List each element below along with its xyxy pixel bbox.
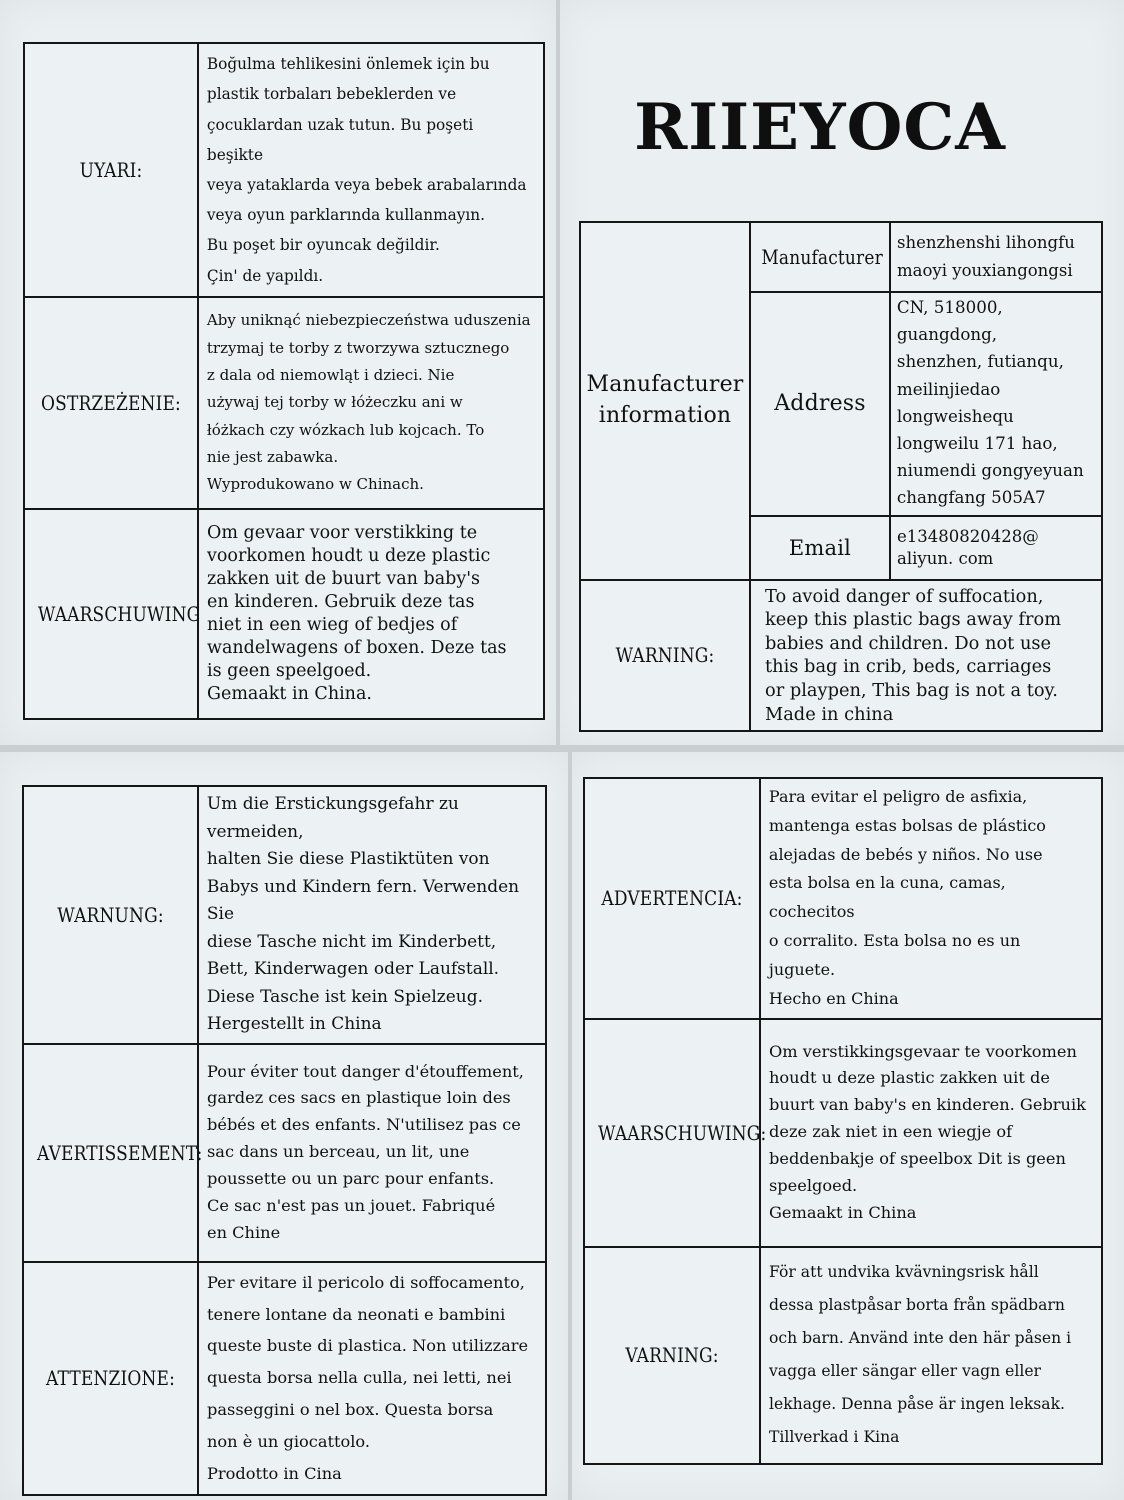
manufacturer-table [579, 221, 1103, 732]
label-cell: WAARSCHUWING [37, 509, 185, 719]
table-row [24, 509, 544, 719]
email-label: Email [750, 516, 890, 580]
table-row [24, 43, 544, 297]
table-row [23, 1262, 546, 1495]
warning-text: To avoid danger of suffocation, keep this plastic bags away from babies and children. Do not use this bag in crib, beds, carriages or playpen, This bag is not a toy. Made in china [765, 585, 1062, 725]
table-row [580, 222, 1102, 292]
label-cell: WAARSCHUWING: [597, 1019, 747, 1247]
warning-text: Aby uniknąć niebezpieczeństwa uduszenia trzymaj te torby z tworzywa sztucznego z dala od niemowląt i dzieci. Nie używaj tej torby w łóżeczku ani w łóżkach czy wózkach lub kojcach. To nie jest zabawka. Wyprodukowano w Chinach. [206, 311, 531, 494]
text-cell [198, 786, 546, 1044]
address-label: Address [750, 292, 890, 516]
text-cell [198, 1262, 546, 1495]
warning-text: För att undvika kvävningsrisk håll dessa plastpåsar borta från spädbarn och barn. Använd inte den här påsen i vagga eller sängar eller vagn eller lekhage. Denna påse är ingen leksak. Tillverkad i Kina [769, 1263, 1072, 1447]
text-cell [198, 509, 544, 719]
label-cell: AVERTISSEMENT: [36, 1044, 185, 1262]
warning-label: WARNING: [593, 580, 738, 732]
label-cell: VARNING: [597, 1247, 747, 1464]
table-row [584, 1247, 1102, 1464]
warning-text: Per evitare il pericolo di soffocamento, tenere lontane da neonati e bambini queste buste di plastica. Non utilizzare questa borsa nella culla, nei letti, nei passeggini o nel box. Questa borsa non è un giocattolo. Prodotto in Cina [207, 1272, 529, 1484]
address-value [890, 292, 1102, 516]
label-cell: ADVERTENCIA: [597, 778, 747, 1019]
warning-table-bottom-left [22, 785, 547, 1496]
warning-text: Om verstikkingsgevaar te voorkomen houdt u deze plastic zakken uit de buurt van baby's en kinderen. Gebruik deze zak niet in een wiegje of beddenbakje of speelbox Dit is geen speelgoed. Gemaakt in China [769, 1041, 1086, 1222]
warning-text-cell [750, 580, 1102, 732]
manufacturer-label: Manufacturer [761, 222, 880, 292]
text-cell [198, 1044, 546, 1262]
brand-logo: RIIEYOCA [634, 90, 1006, 165]
warning-text: Pour éviter tout danger d'étouffement, gardez ces sacs en plastique loin des bébés et des enfants. N'utilisez pas ce sac dans un berceau, un lit, une poussette ou un parc pour enfants. Ce sac n'est pas un jouet. Fabriqué en Chine [207, 1061, 524, 1242]
manufacturer-value [890, 222, 1102, 292]
text-cell [760, 1247, 1102, 1464]
table-row [584, 1019, 1102, 1247]
label-cell: WARNUNG: [36, 786, 185, 1044]
warning-table-top-left [23, 42, 545, 720]
table-row [23, 1044, 546, 1262]
label-cell: UYARI: [37, 43, 185, 297]
table-row [584, 778, 1102, 1019]
warning-table-bottom-right [583, 777, 1103, 1465]
manufacturer-name-text: shenzhenshi lihongfu maoyi youxiangongsi [897, 232, 1075, 280]
table-row [23, 786, 546, 1044]
warning-text: Boğulma tehlikesini önlemek için bu plastik torbaları bebeklerden ve çocuklardan uzak tutun. Bu poşeti beşikte veya yataklarda veya bebek arabalarında veya oyun parklarında kullanmayın. Bu poşet bir oyuncak değildir. Çin' de yapıldı. [206, 55, 527, 285]
warning-text: Um die Erstickungsgefahr zu vermeiden, halten Sie diese Plastiktüten von Babys und Kindern fern. Verwenden Sie diese Tasche nicht im Kinderbett, Bett, Kinderwagen oder Laufstall. Diese Tasche ist kein Spielzeug. Hergestellt in China [206, 794, 520, 1035]
warning-text: Para evitar el peligro de asfixia, mantenga estas bolsas de plástico alejadas de bebés y niños. No use esta bolsa en la cuna, camas, cochecitos o corralito. Esta bolsa no es un juguete. Hecho en China [768, 787, 1046, 1008]
warning-text: Om gevaar voor verstikking te voorkomen houdt u deze plastic zakken uit de buurt van baby's en kinderen. Gebruik deze tas niet in een wieg of bedjes of wandelwagens of boxen. Deze tas is geen speelgoed. Gemaakt in China. [207, 522, 507, 705]
label-cell: OSTRZEŻENIE: [37, 297, 185, 509]
address-text: CN, 518000, guangdong, shenzhen, futianqu, meilinjiedao longweishequ longweilu 171 hao, niumendi gongyeyuan changfang 505A7 [896, 298, 1084, 509]
label-cell: ATTENZIONE: [36, 1262, 185, 1495]
table-row [580, 580, 1102, 732]
email-text: e13480820428@ aliyun. com [897, 527, 1039, 568]
table-row [24, 297, 544, 509]
text-cell [198, 297, 544, 509]
manufacturer-info-label: Manufacturer information [580, 222, 750, 580]
text-cell [760, 778, 1102, 1019]
text-cell [198, 43, 544, 297]
text-cell [760, 1019, 1102, 1247]
email-value [890, 516, 1102, 580]
